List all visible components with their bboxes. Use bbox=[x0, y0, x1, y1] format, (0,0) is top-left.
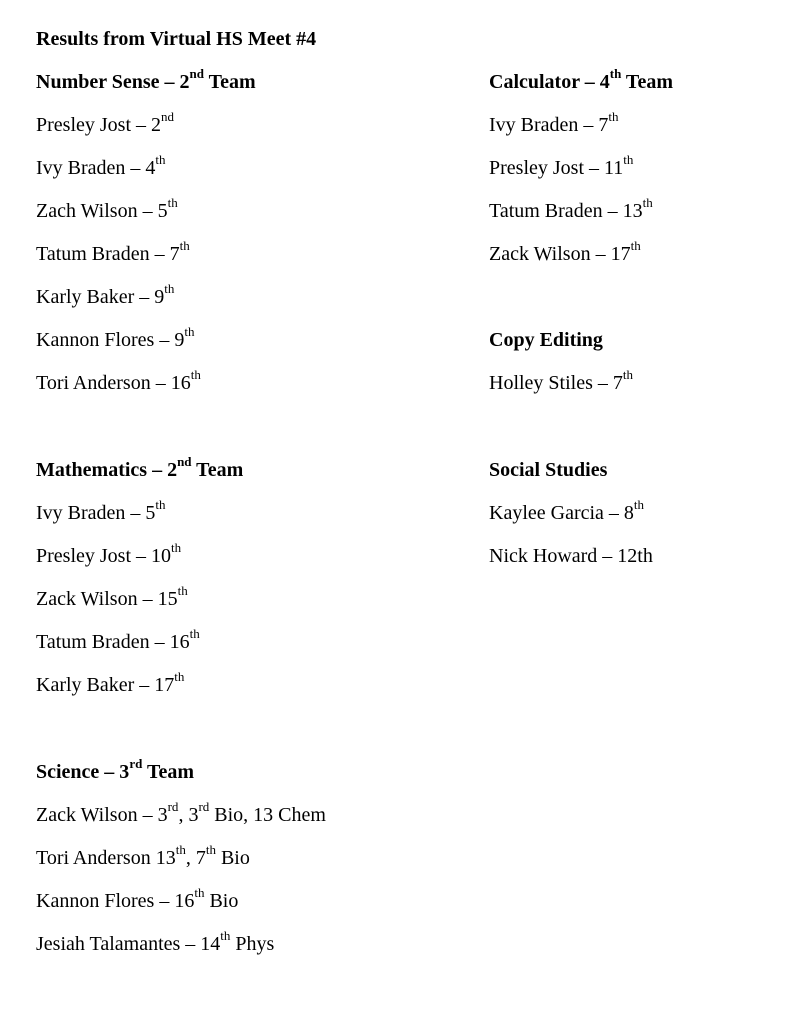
number-sense-heading: Number Sense – 2nd Team bbox=[36, 66, 256, 93]
science-heading: Science – 3rd Team bbox=[36, 756, 194, 783]
number-sense-entry: Zach Wilson – 5th bbox=[36, 195, 178, 222]
social-studies-entry: Nick Howard – 12th bbox=[489, 545, 653, 567]
mathematics-entry: Tatum Braden – 16th bbox=[36, 626, 200, 653]
mathematics-entry: Ivy Braden – 5th bbox=[36, 497, 166, 524]
document-title: Results from Virtual HS Meet #4 bbox=[36, 28, 317, 50]
science-entry: Kannon Flores – 16th Bio bbox=[36, 885, 239, 912]
copy-editing-entry: Holley Stiles – 7th bbox=[489, 367, 634, 394]
copy-editing-heading: Copy Editing bbox=[489, 329, 603, 351]
number-sense-entry: Karly Baker – 9th bbox=[36, 281, 175, 308]
social-studies-heading: Social Studies bbox=[489, 459, 608, 481]
calculator-entry: Ivy Braden – 7th bbox=[489, 109, 619, 136]
mathematics-heading: Mathematics – 2nd Team bbox=[36, 454, 244, 481]
number-sense-entry: Tatum Braden – 7th bbox=[36, 238, 190, 265]
mathematics-entry: Karly Baker – 17th bbox=[36, 669, 185, 696]
number-sense-entry: Tori Anderson – 16th bbox=[36, 367, 201, 394]
calculator-entry: Zack Wilson – 17th bbox=[489, 238, 641, 265]
number-sense-entry: Ivy Braden – 4th bbox=[36, 152, 166, 179]
science-entry: Zack Wilson – 3rd, 3rd Bio, 13 Chem bbox=[36, 799, 326, 826]
mathematics-entry: Zack Wilson – 15th bbox=[36, 583, 188, 610]
mathematics-entry: Presley Jost – 10th bbox=[36, 540, 182, 567]
number-sense-entry: Presley Jost – 2nd bbox=[36, 109, 174, 136]
calculator-entry: Tatum Braden – 13th bbox=[489, 195, 653, 222]
calculator-heading: Calculator – 4th Team bbox=[489, 66, 673, 93]
calculator-entry: Presley Jost – 11th bbox=[489, 152, 634, 179]
science-entry: Tori Anderson 13th, 7th Bio bbox=[36, 842, 250, 869]
science-entry: Jesiah Talamantes – 14th Phys bbox=[36, 928, 275, 955]
social-studies-entry: Kaylee Garcia – 8th bbox=[489, 497, 645, 524]
number-sense-entry: Kannon Flores – 9th bbox=[36, 324, 195, 351]
